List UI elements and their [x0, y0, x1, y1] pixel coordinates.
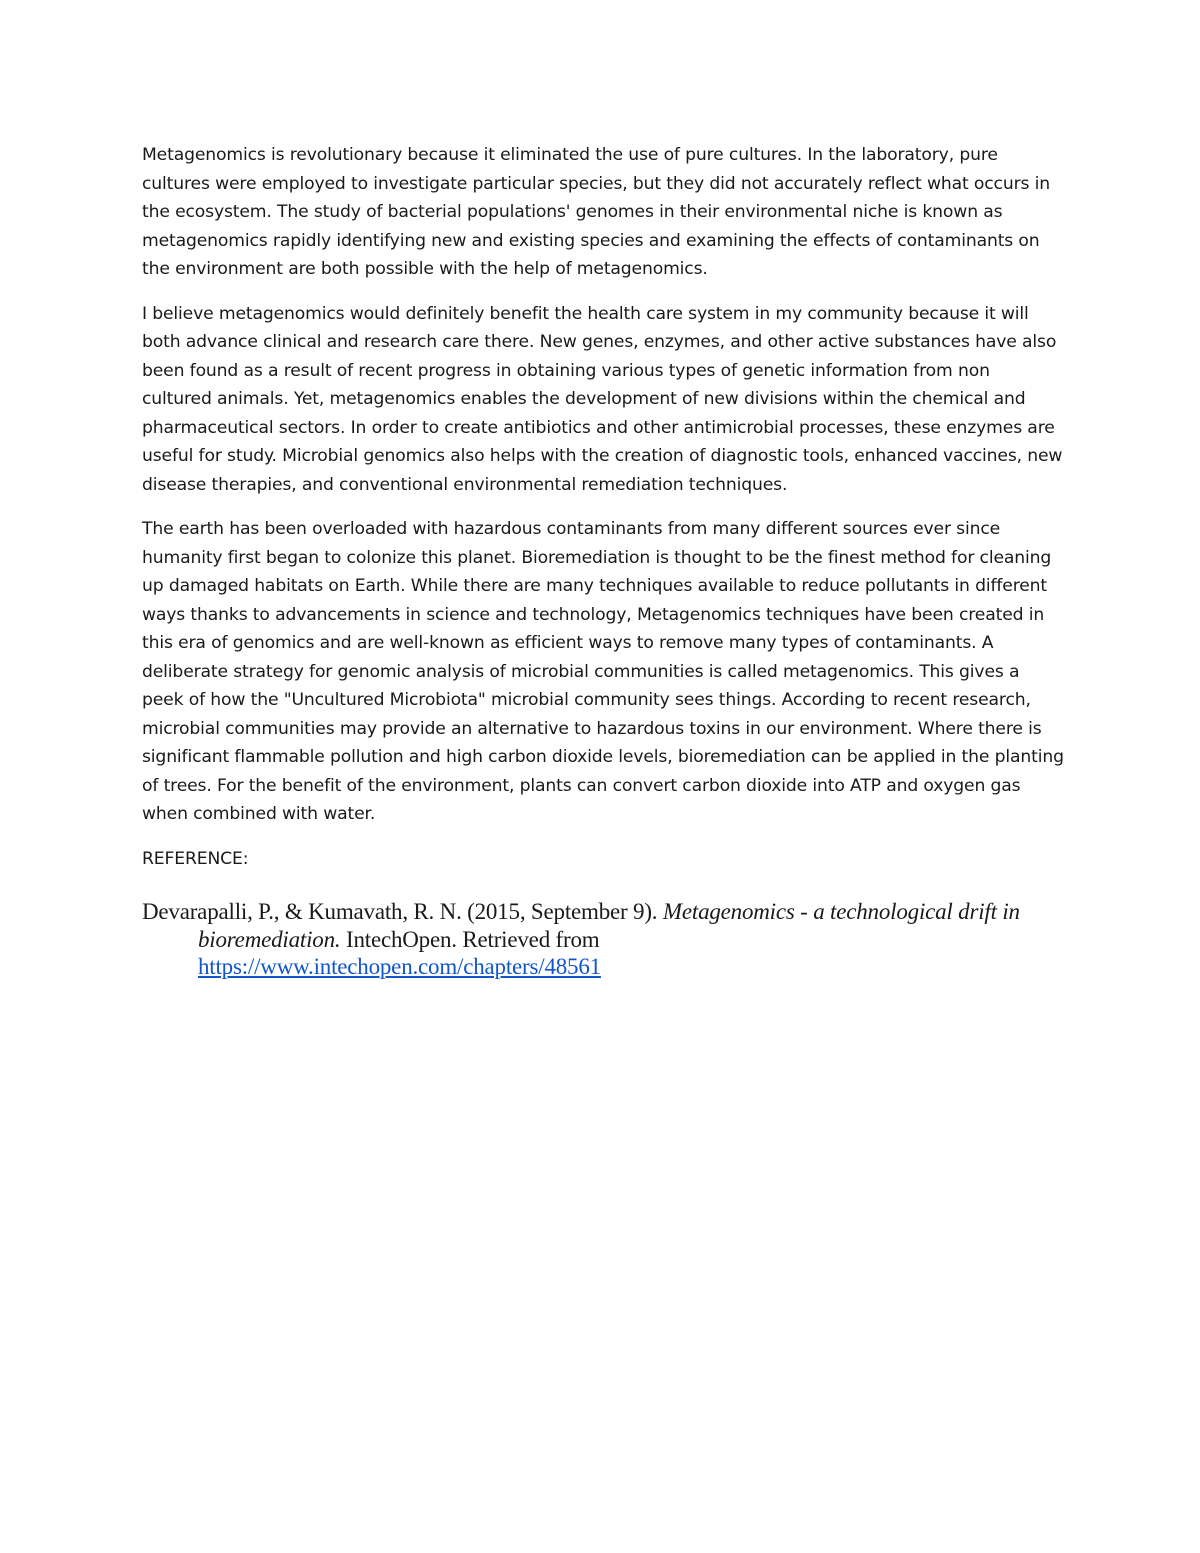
reference-citation: [142, 898, 1118, 981]
citation-url-link[interactable]: https://www.intechopen.com/chapters/48561: [198, 954, 601, 979]
citation-publisher: IntechOpen. Retrieved from: [346, 926, 600, 952]
citation-title: Metagenomics - a technological drift in bioremediation.: [198, 899, 1020, 952]
citation-authors-date: Devarapalli, P., & Kumavath, R. N. (2015, September 9).: [142, 899, 658, 924]
reference-heading: REFERENCE:: [142, 848, 249, 869]
paragraph-1: Metagenomics is revolutionary because it eliminated the use of pure cultures. In the laboratory, pure cultures were employed to investigate particular species, but they did not accurately reflect what occurs in the ecosystem. The study of bacterial populations' genomes in their environmental niche is known as metagenomics rapidly identifying new and existing species and examining the effects of contaminants on the environment are both possible with the help of metagenomics.: [142, 145, 1050, 279]
document-body: [142, 141, 1064, 893]
paragraph-2: I believe metagenomics would definitely benefit the health care system in my community because it will both advance clinical and research care there. New genes, enzymes, and other active substances have also been found as a result of recent progress in obtaining various types of genetic information from non cultured animals. Yet, metagenomics enables the development of new divisions within the chemical and pharmaceutical sectors. In order to create antibiotics and other antimicrobial processes, these enzymes are useful for study. Microbial genomics also helps with the creation of diagnostic tools, enhanced vaccines, new disease therapies, and conventional environmental remediation techniques.: [142, 303, 1063, 495]
paragraph-3: The earth has been overloaded with hazardous contaminants from many different sources ever since humanity first began to colonize this planet. Bioremediation is thought to be the finest method for cleaning up damaged habitats on Earth. While there are many techniques available to reduce pollutants in different ways thanks to advancements in science and technology, Metagenomics techniques have been created in this era of genomics and are well-known as efficient ways to remove many types of contaminants. A deliberate strategy for genomic analysis of microbial communities is called metagenomics. This gives a peek of how the "Uncultured Microbiota" microbial community sees things. According to recent research, microbial communities may provide an alternative to hazardous toxins in our environment. Where there is significant flammable pollution and high carbon dioxide levels, bioremediation can be applied in the planting of trees. For the benefit of the environment, plants can convert carbon dioxide into ATP and oxygen gas when combined with water.: [142, 519, 1064, 824]
